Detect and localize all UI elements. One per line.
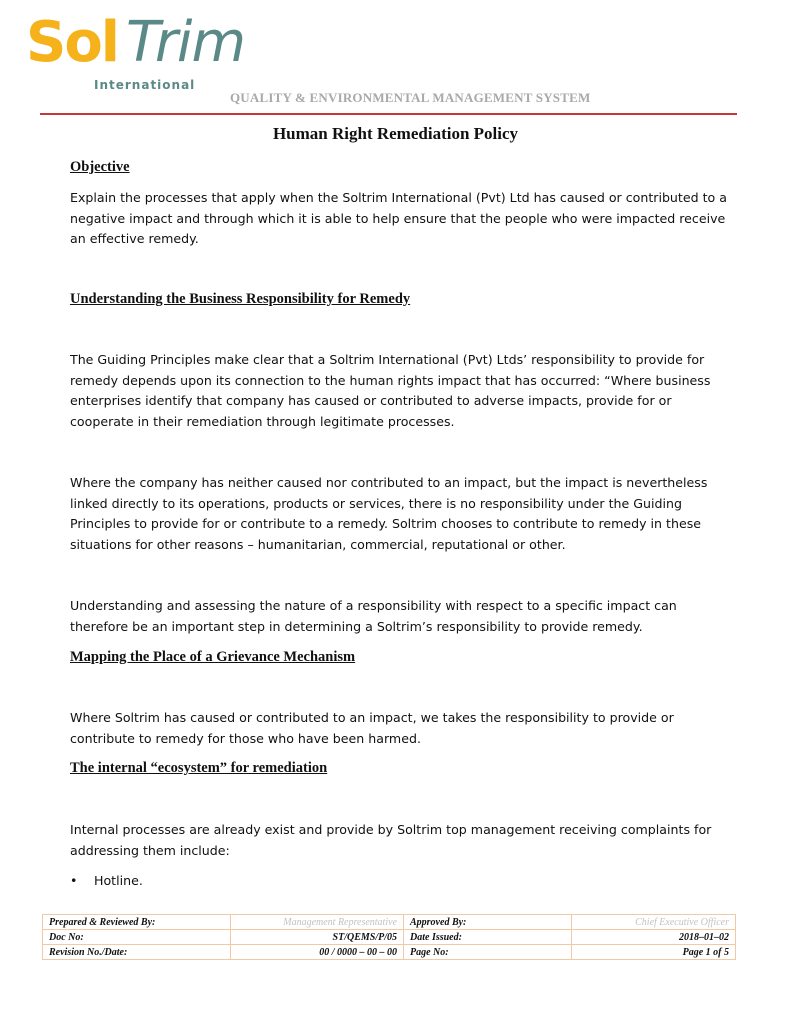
paragraph: Understanding and assessing the nature of a responsibility with respect to a specific impact can therefore be an important step in determining a Soltrim’s responsibility to provide remedy. [70,598,677,634]
prepared-label: Prepared & Reviewed By: [43,915,231,930]
section-heading-business-responsibility: Understanding the Business Responsibility for Remedy [70,291,411,307]
approved-value: Chief Executive Officer [572,915,736,930]
document-control-table [42,914,736,960]
company-logo [26,8,266,98]
date-issued-value: 2018–01–02 [572,930,736,945]
revision-value: 00 / 0000 – 00 – 00 [231,945,404,960]
doc-no-value: ST/QEMS/P/05 [231,930,404,945]
paragraph: Where Soltrim has caused or contributed to an impact, we takes the responsibility to provide or contribute to remedy for those who have been harmed. [70,710,674,746]
section-heading-grievance-mechanism: Mapping the Place of a Grievance Mechanism [70,649,356,665]
page-no-value: Page 1 of 5 [572,945,736,960]
document-title: Human Right Remediation Policy [272,124,519,143]
approved-label: Approved By: [404,915,572,930]
section-heading-objective: Objective [70,159,130,175]
page-no-label: Page No: [404,945,572,960]
header-divider [40,113,737,115]
prepared-value: Management Representative [231,915,404,930]
logo-trim-text: Trim [126,10,245,75]
section-heading-internal-ecosystem: The internal “ecosystem” for remediation [70,760,328,776]
revision-label: Revision No./Date: [43,945,231,960]
date-issued-label: Date Issued: [404,930,572,945]
paragraph: Explain the processes that apply when the Soltrim International (Pvt) Ltd has caused or contributed to a negative impact and through which it is able to help ensure that the people who were impacted receive an effective remedy. [70,190,727,247]
logo-sol-text: Sol [26,10,118,75]
logo-international-text: International [94,78,196,92]
doc-no-label: Doc No: [43,930,231,945]
list-item-text: Hotline. [94,873,143,888]
paragraph: Internal processes are already exist and provide by Soltrim top management receiving complaints for addressing them include: [70,822,712,858]
paragraph: The Guiding Principles make clear that a Soltrim International (Pvt) Ltds’ responsibility to provide for remedy depends upon its connection to the human rights impact that has occurred: “Where business enterprises identify that company has caused or contributed to adverse impacts, provide for or cooperate in their remediation through legitimate processes. [70,352,711,429]
system-title: QUALITY & ENVIRONMENTAL MANAGEMENT SYSTEM [230,90,591,105]
paragraph: Where the company has neither caused nor contributed to an impact, but the impact is nevertheless linked directly to its operations, products or services, there is no responsibility under the Guiding Principles to provide for or contribute to a remedy. Soltrim chooses to contribute to remedy in these situations for other reasons – humanitarian, commercial, reputational or other. [70,475,708,552]
bullet-icon: • [70,873,78,888]
list-item [70,873,143,888]
